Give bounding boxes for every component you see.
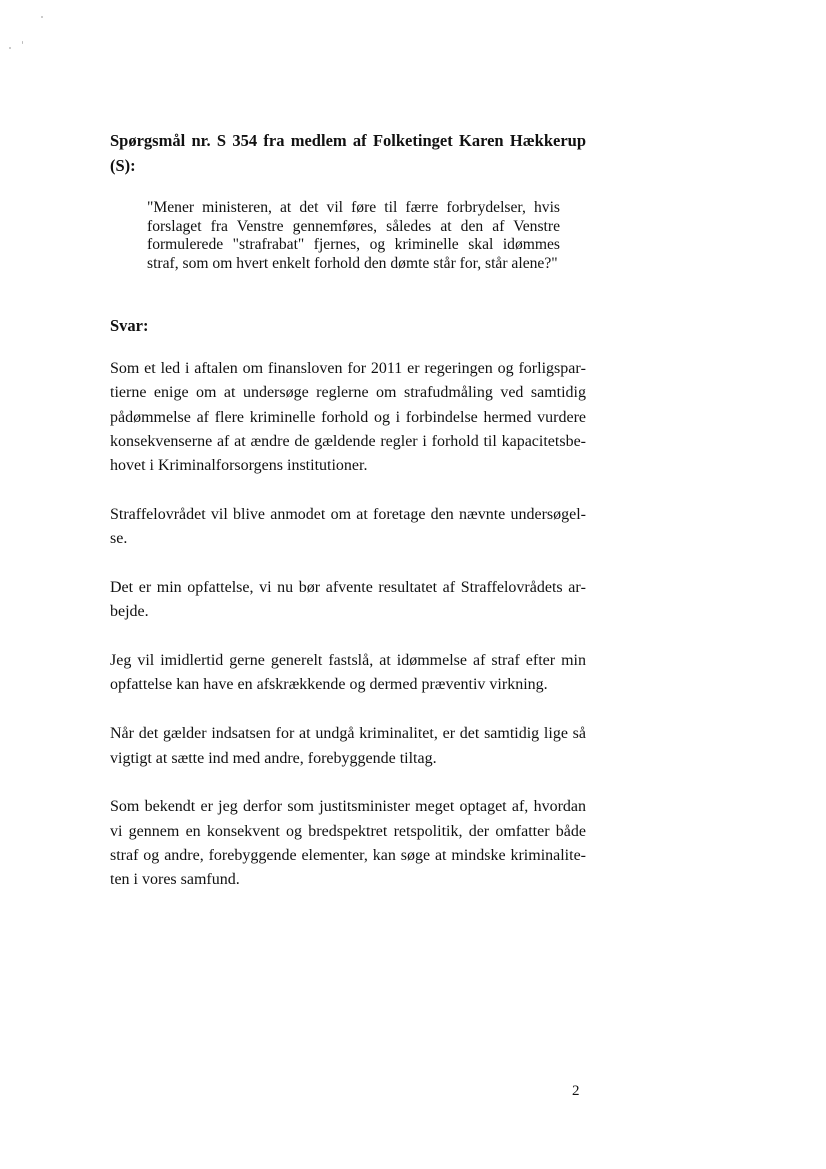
question-quote: "Mener ministeren, at det vil føre til færre forbrydelser, hvis forslaget fra Venstre gennemføres, således at den af Venstre formulerede "strafrabat" fjernes, og kriminelle skal idømmes straf, som om hvert enkelt forhold den dømte står for, står alene?" [147,199,560,272]
scan-speck [41,16,43,18]
answer-paragraph: Når det gælder indsatsen for at undgå kriminalitet, er det samtidig lige så vigtigt at sætte ind med andre, forebyggende tiltag. [110,725,586,767]
page-number: 2 [572,1083,580,1099]
answer-paragraph: Jeg vil imidlertid gerne generelt fastslå, at idømmelse af straf efter min opfattelse kan have en afskrækkende og dermed præventiv virkning. [110,652,586,694]
answer-paragraph: Det er min opfattelse, vi nu bør afvente resultatet af Straffelovrådets arbejde. [110,579,586,621]
scan-speck [9,47,11,49]
answer-label: Svar: [110,316,149,335]
answer-paragraph: Som et led i aftalen om finansloven for 2011 er regeringen og forligspartierne enige om at undersøge reglerne om strafudmåling ved samtidig pådømmelse af flere kriminelle forhold og i forbindelse hermed vurdere konsekvenserne af at ændre de gældende regler i forhold til kapacitetsbehovet i Kriminalforsorgens institutioner. [110,360,586,475]
scan-speck [22,41,23,44]
answer-body [110,357,586,917]
answer-paragraph: Som bekendt er jeg derfor som justitsminister meget optaget af, hvordan vi gennem en konsekvent og bredspektret retspolitik, der omfatter både straf og andre, forebyggende elementer, kan søge at mindske kriminaliteten i vores samfund. [110,798,586,889]
answer-paragraph: Straffelovrådet vil blive anmodet om at foretage den nævnte undersøgelse. [110,505,586,548]
question-heading: Spørgsmål nr. S 354 fra medlem af Folketinget Karen Hækkerup (S): [110,131,586,175]
